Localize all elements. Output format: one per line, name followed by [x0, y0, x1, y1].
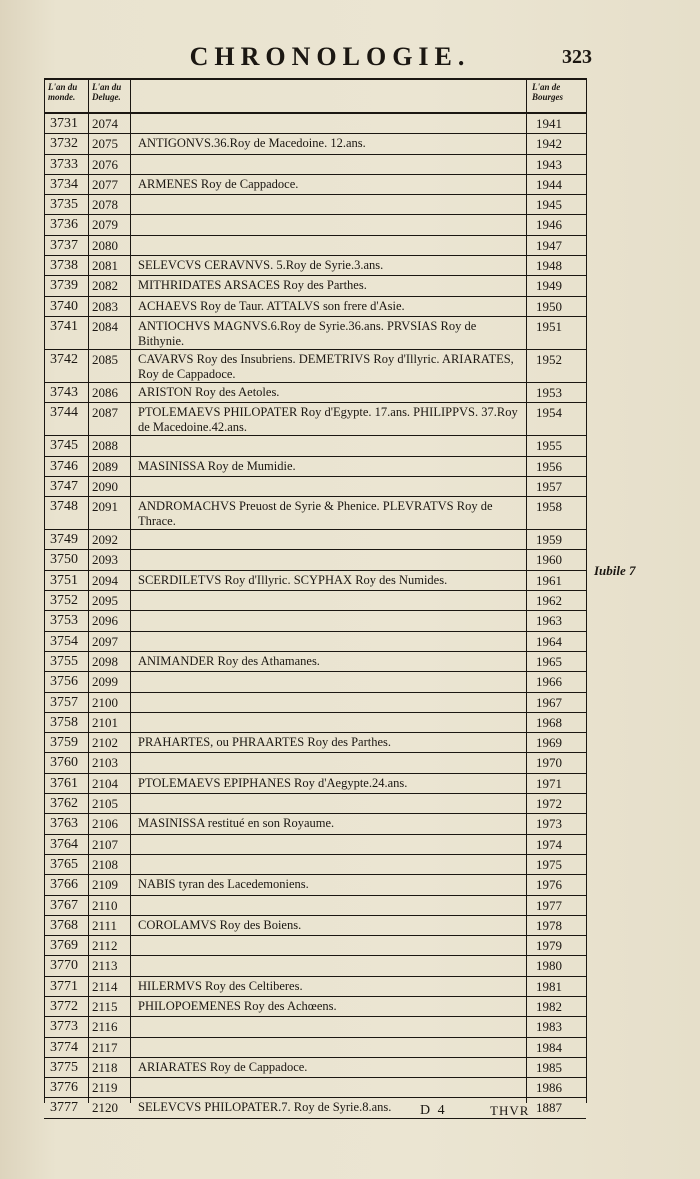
- year-bourges-cell: 1950: [536, 298, 562, 314]
- year-world-cell: 3741: [50, 318, 78, 334]
- table-row: [44, 350, 586, 383]
- column-header-deluge: L'an du Deluge.: [92, 82, 122, 102]
- year-deluge-cell: 2078: [92, 197, 118, 213]
- year-world-cell: 3766: [50, 877, 78, 893]
- table-header: [44, 80, 586, 114]
- year-deluge-cell: 2094: [92, 572, 118, 588]
- event-cell: PRAHARTES, ou PHRAARTES Roy des Parthes.: [138, 735, 392, 750]
- year-world-cell: 3735: [50, 197, 78, 213]
- year-world-cell: 3736: [50, 217, 78, 233]
- event-cell: MASINISSA restitué en son Royaume.: [138, 816, 335, 831]
- year-world-cell: 3753: [50, 613, 78, 629]
- year-bourges-cell: 1949: [536, 278, 562, 294]
- year-deluge-cell: 2116: [92, 1019, 118, 1035]
- year-deluge-cell: 2104: [92, 775, 118, 791]
- event-cell: [130, 693, 526, 712]
- column-rule: [526, 78, 527, 1103]
- event-cell: [130, 936, 526, 955]
- year-world-cell: 3737: [50, 237, 78, 253]
- year-deluge-cell: 2079: [92, 217, 118, 233]
- event-cell: [130, 591, 526, 610]
- year-world-cell: 3777: [50, 1100, 78, 1116]
- year-world-cell: 3743: [50, 384, 78, 400]
- event-cell: SELEVCVS PHILOPATER.7. Roy de Syrie.8.ans.: [138, 1100, 392, 1115]
- year-bourges-cell: 1972: [536, 796, 562, 812]
- year-deluge-cell: 2108: [92, 856, 118, 872]
- table-row: [44, 672, 586, 692]
- year-deluge-cell: 2086: [92, 384, 118, 400]
- year-world-cell: 3775: [50, 1059, 78, 1075]
- table-row: [44, 1038, 586, 1058]
- year-bourges-cell: 1953: [536, 384, 562, 400]
- event-cell: [130, 896, 526, 915]
- year-world-cell: 3774: [50, 1039, 78, 1055]
- event-cell: PHILOPOEMENES Roy des Achœens.: [138, 998, 337, 1013]
- year-world-cell: 3751: [50, 572, 78, 588]
- event-cell: PTOLEMAEVS PHILOPATER Roy d'Egypte. 17.ans. PHILIPPVS. 37.Roy de Macedoine.42.ans.: [138, 405, 518, 435]
- table-row: [44, 1058, 586, 1078]
- year-bourges-cell: 1982: [536, 998, 562, 1014]
- year-deluge-cell: 2112: [92, 938, 118, 954]
- column-rule: [44, 78, 45, 1103]
- table-row: [44, 497, 586, 530]
- year-bourges-cell: 1969: [536, 735, 562, 751]
- event-cell: [130, 672, 526, 691]
- year-world-cell: 3772: [50, 998, 78, 1014]
- year-bourges-cell: 1887: [536, 1100, 562, 1116]
- year-deluge-cell: 2074: [92, 116, 118, 131]
- column-rule: [88, 78, 89, 1103]
- year-world-cell: 3773: [50, 1019, 78, 1035]
- event-cell: [130, 215, 526, 234]
- table-row: [44, 753, 586, 773]
- table-row: [44, 956, 586, 976]
- year-bourges-cell: 1977: [536, 897, 562, 913]
- year-bourges-cell: 1944: [536, 176, 562, 192]
- table-row: [44, 814, 586, 834]
- margin-note: Iubile 7: [594, 563, 636, 578]
- year-bourges-cell: 1951: [536, 318, 562, 334]
- year-world-cell: 3744: [50, 405, 78, 421]
- year-deluge-cell: 2106: [92, 816, 118, 832]
- event-cell: [130, 611, 526, 630]
- year-deluge-cell: 2085: [92, 351, 118, 367]
- event-cell: ARMENES Roy de Cappadoce.: [138, 176, 299, 191]
- year-world-cell: 3754: [50, 633, 78, 649]
- event-cell: [130, 1017, 526, 1036]
- year-world-cell: 3731: [50, 116, 78, 131]
- year-world-cell: 3770: [50, 958, 78, 974]
- year-bourges-cell: 1970: [536, 755, 562, 771]
- year-world-cell: 3740: [50, 298, 78, 314]
- year-bourges-cell: 1964: [536, 633, 562, 649]
- year-world-cell: 3739: [50, 278, 78, 294]
- event-cell: HILERMVS Roy des Celtiberes.: [138, 978, 303, 993]
- year-deluge-cell: 2097: [92, 633, 118, 649]
- year-bourges-cell: 1962: [536, 593, 562, 609]
- year-deluge-cell: 2102: [92, 735, 118, 751]
- year-bourges-cell: 1952: [536, 351, 562, 367]
- year-bourges-cell: 1965: [536, 653, 562, 669]
- year-bourges-cell: 1981: [536, 978, 562, 994]
- table-row: [44, 916, 586, 936]
- event-cell: SELEVCVS CERAVNVS. 5.Roy de Syrie.3.ans.: [138, 258, 384, 273]
- year-bourges-cell: 1984: [536, 1039, 562, 1055]
- year-world-cell: 3760: [50, 755, 78, 771]
- year-deluge-cell: 2087: [92, 405, 118, 421]
- column-header-world: L'an du monde.: [48, 82, 78, 102]
- event-cell: SCERDILETVS Roy d'Illyric. SCYPHAX Roy des Numides.: [138, 572, 448, 587]
- column-header-bourges: L'an de Bourges: [532, 82, 564, 102]
- year-world-cell: 3732: [50, 136, 78, 152]
- table-row: [44, 896, 586, 916]
- year-world-cell: 3756: [50, 674, 78, 690]
- table-row: [44, 297, 586, 317]
- event-cell: ANTIGONVS.36.Roy de Macedoine. 12.ans.: [138, 136, 366, 151]
- year-world-cell: 3734: [50, 176, 78, 192]
- year-deluge-cell: 2090: [92, 478, 118, 494]
- event-cell: [130, 530, 526, 549]
- year-deluge-cell: 2103: [92, 755, 118, 771]
- signature-mark: D 4: [420, 1103, 447, 1118]
- year-bourges-cell: 1942: [536, 136, 562, 152]
- year-deluge-cell: 2083: [92, 298, 118, 314]
- table-row: [44, 530, 586, 550]
- year-bourges-cell: 1954: [536, 405, 562, 421]
- table-row: [44, 652, 586, 672]
- year-world-cell: 3765: [50, 856, 78, 872]
- year-bourges-cell: 1945: [536, 197, 562, 213]
- event-cell: [130, 477, 526, 496]
- year-bourges-cell: 1971: [536, 775, 562, 791]
- year-bourges-cell: 1978: [536, 917, 562, 933]
- event-cell: COROLAMVS Roy des Boiens.: [138, 917, 302, 932]
- table-row: [44, 215, 586, 235]
- event-cell: MASINISSA Roy de Mumidie.: [138, 458, 296, 473]
- year-world-cell: 3758: [50, 714, 78, 730]
- year-deluge-cell: 2098: [92, 653, 118, 669]
- year-deluge-cell: 2099: [92, 674, 118, 690]
- event-cell: ARIARATES Roy de Cappadoce.: [138, 1059, 308, 1074]
- year-world-cell: 3746: [50, 458, 78, 474]
- table-row: [44, 977, 586, 997]
- year-bourges-cell: 1976: [536, 877, 562, 893]
- year-bourges-cell: 1983: [536, 1019, 562, 1035]
- year-deluge-cell: 2080: [92, 237, 118, 253]
- event-cell: [130, 713, 526, 732]
- table-row: [44, 733, 586, 753]
- year-bourges-cell: 1973: [536, 816, 562, 832]
- table-row: [44, 477, 586, 497]
- year-deluge-cell: 2081: [92, 258, 118, 274]
- year-deluge-cell: 2084: [92, 318, 118, 334]
- year-bourges-cell: 1956: [536, 458, 562, 474]
- year-deluge-cell: 2111: [92, 917, 118, 933]
- year-bourges-cell: 1980: [536, 958, 562, 974]
- year-world-cell: 3745: [50, 438, 78, 454]
- year-world-cell: 3759: [50, 735, 78, 751]
- table-row: [44, 794, 586, 814]
- table-row: [44, 713, 586, 733]
- year-deluge-cell: 2077: [92, 176, 118, 192]
- event-cell: [130, 1038, 526, 1057]
- year-deluge-cell: 2096: [92, 613, 118, 629]
- year-deluge-cell: 2089: [92, 458, 118, 474]
- year-world-cell: 3768: [50, 917, 78, 933]
- year-bourges-cell: 1941: [536, 116, 562, 131]
- table-row: [44, 175, 586, 195]
- year-world-cell: 3749: [50, 532, 78, 548]
- year-deluge-cell: 2115: [92, 998, 118, 1014]
- table-row: [44, 114, 586, 134]
- year-deluge-cell: 2107: [92, 836, 118, 852]
- event-cell: [130, 436, 526, 455]
- year-bourges-cell: 1961: [536, 572, 562, 588]
- table-row: [44, 855, 586, 875]
- year-deluge-cell: 2110: [92, 897, 118, 913]
- column-header-events: [130, 80, 526, 112]
- event-cell: CAVARVS Roy des Insubriens. DEMETRIVS Roy d'Illyric. ARIARATES, Roy de Cappadoce.: [138, 351, 514, 381]
- year-bourges-cell: 1966: [536, 674, 562, 690]
- event-cell: ANTIOCHVS MAGNVS.6.Roy de Syrie.36.ans. PRVSIAS Roy de Bithynie.: [138, 318, 477, 348]
- table-row: [44, 195, 586, 215]
- event-cell: [130, 114, 526, 133]
- event-cell: [130, 1078, 526, 1097]
- event-cell: [130, 632, 526, 651]
- table-row: [44, 571, 586, 591]
- year-deluge-cell: 2119: [92, 1080, 118, 1096]
- event-cell: PTOLEMAEVS EPIPHANES Roy d'Aegypte.24.ans.: [138, 775, 408, 790]
- year-deluge-cell: 2076: [92, 156, 118, 172]
- table-row: [44, 457, 586, 477]
- year-bourges-cell: 1948: [536, 258, 562, 274]
- column-rule: [130, 78, 131, 1103]
- event-cell: [130, 236, 526, 255]
- year-deluge-cell: 2114: [92, 978, 118, 994]
- year-deluge-cell: 2088: [92, 438, 118, 454]
- year-deluge-cell: 2095: [92, 593, 118, 609]
- table-row: [44, 875, 586, 895]
- table-row: [44, 403, 586, 436]
- year-world-cell: 3747: [50, 478, 78, 494]
- table-row: [44, 383, 586, 403]
- year-deluge-cell: 2118: [92, 1059, 118, 1075]
- table-row: [44, 1017, 586, 1037]
- chronology-table: [44, 78, 586, 1119]
- table-row: [44, 936, 586, 956]
- event-cell: ANIMANDER Roy des Athamanes.: [138, 653, 320, 668]
- table-row: [44, 693, 586, 713]
- event-cell: MITHRIDATES ARSACES Roy des Parthes.: [138, 278, 367, 293]
- table-body: [44, 114, 586, 1119]
- year-world-cell: 3767: [50, 897, 78, 913]
- table-row: [44, 835, 586, 855]
- year-world-cell: 3733: [50, 156, 78, 172]
- year-world-cell: 3762: [50, 796, 78, 812]
- year-deluge-cell: 2120: [92, 1100, 118, 1116]
- event-cell: ANDROMACHVS Preuost de Syrie & Phenice. PLEVRATVS Roy de Thrace.: [138, 499, 493, 529]
- year-bourges-cell: 1974: [536, 836, 562, 852]
- year-world-cell: 3742: [50, 351, 78, 367]
- year-world-cell: 3764: [50, 836, 78, 852]
- year-deluge-cell: 2117: [92, 1039, 118, 1055]
- table-row: [44, 774, 586, 794]
- table-row: [44, 236, 586, 256]
- event-cell: [130, 550, 526, 569]
- column-rule: [586, 78, 587, 1103]
- year-world-cell: 3755: [50, 653, 78, 669]
- event-cell: [130, 794, 526, 813]
- year-bourges-cell: 1959: [536, 532, 562, 548]
- event-cell: [130, 855, 526, 874]
- year-deluge-cell: 2105: [92, 796, 118, 812]
- year-world-cell: 3752: [50, 593, 78, 609]
- year-bourges-cell: 1979: [536, 938, 562, 954]
- year-deluge-cell: 2113: [92, 958, 118, 974]
- year-deluge-cell: 2075: [92, 136, 118, 152]
- event-cell: [130, 835, 526, 854]
- year-bourges-cell: 1985: [536, 1059, 562, 1075]
- year-bourges-cell: 1975: [536, 856, 562, 872]
- table-row: [44, 276, 586, 296]
- year-bourges-cell: 1947: [536, 237, 562, 253]
- event-cell: ACHAEVS Roy de Taur. ATTALVS son frere d'Asie.: [138, 298, 405, 313]
- table-row: [44, 611, 586, 631]
- table-row: [44, 997, 586, 1017]
- year-bourges-cell: 1957: [536, 478, 562, 494]
- year-deluge-cell: 2093: [92, 552, 118, 568]
- table-row: [44, 134, 586, 154]
- year-bourges-cell: 1943: [536, 156, 562, 172]
- year-bourges-cell: 1960: [536, 552, 562, 568]
- event-cell: [130, 155, 526, 174]
- catchword: THVR: [490, 1103, 530, 1118]
- event-cell: ARISTON Roy des Aetoles.: [138, 384, 280, 399]
- page-number: 323: [562, 46, 592, 68]
- table-row: [44, 436, 586, 456]
- year-deluge-cell: 2091: [92, 499, 118, 515]
- year-world-cell: 3750: [50, 552, 78, 568]
- year-world-cell: 3771: [50, 978, 78, 994]
- year-bourges-cell: 1958: [536, 499, 562, 515]
- event-cell: [130, 753, 526, 772]
- page-title: CHRONOLOGIE.: [189, 42, 471, 71]
- table-row: [44, 591, 586, 611]
- event-cell: NABIS tyran des Lacedemoniens.: [138, 877, 309, 892]
- table-row: [44, 1078, 586, 1098]
- event-cell: [130, 956, 526, 975]
- year-bourges-cell: 1967: [536, 694, 562, 710]
- year-deluge-cell: 2100: [92, 694, 118, 710]
- table-row: [44, 155, 586, 175]
- year-bourges-cell: 1955: [536, 438, 562, 454]
- year-world-cell: 3769: [50, 938, 78, 954]
- table-row: [44, 256, 586, 276]
- table-row: [44, 550, 586, 570]
- year-world-cell: 3776: [50, 1080, 78, 1096]
- year-world-cell: 3738: [50, 258, 78, 274]
- table-row: [44, 317, 586, 350]
- year-bourges-cell: 1968: [536, 714, 562, 730]
- year-world-cell: 3763: [50, 816, 78, 832]
- table-row: [44, 632, 586, 652]
- event-cell: [130, 195, 526, 214]
- year-deluge-cell: 2109: [92, 877, 118, 893]
- year-world-cell: 3757: [50, 694, 78, 710]
- year-deluge-cell: 2101: [92, 714, 118, 730]
- year-bourges-cell: 1946: [536, 217, 562, 233]
- year-deluge-cell: 2092: [92, 532, 118, 548]
- year-world-cell: 3748: [50, 499, 78, 515]
- year-bourges-cell: 1986: [536, 1080, 562, 1096]
- year-bourges-cell: 1963: [536, 613, 562, 629]
- year-deluge-cell: 2082: [92, 278, 118, 294]
- year-world-cell: 3761: [50, 775, 78, 791]
